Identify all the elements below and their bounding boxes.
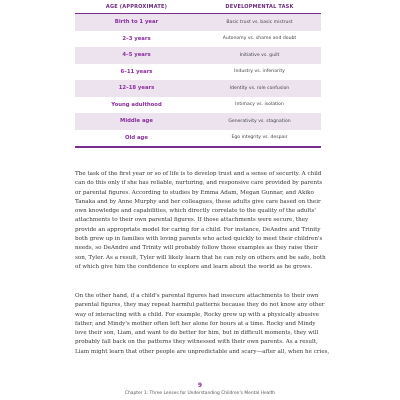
table-row — [75, 80, 321, 97]
table-row — [75, 130, 321, 147]
text-line: Liam might learn that other people are unpredictable and scary—after all, when he cries, — [75, 348, 330, 355]
text-line: both grew up in families with loving parents who acted quickly to meet their children's — [75, 236, 323, 243]
task-cell: Generativity vs. stagnation — [228, 118, 291, 124]
table-row — [75, 97, 321, 114]
age-cell: 2–3 years — [122, 35, 151, 42]
age-cell: Middle age — [120, 118, 153, 125]
age-cell: Young adulthood — [111, 101, 162, 108]
table-bottom-rule — [75, 146, 321, 148]
age-cell: 6–11 years — [120, 68, 153, 75]
text-line: provide an appropriate model for caring for a child. For instance, DeAndre and Trinity — [75, 226, 321, 233]
age-cell: Birth to 1 year — [114, 19, 159, 26]
text-line: love their son, Liam, and want to do better for him, but in difficult moments, they will — [75, 330, 319, 337]
header-age: AGE (APPROXIMATE) — [105, 3, 168, 10]
text-line: father, and Mindy's mother often left her alone for hours at a time. Rocky and Mindy — [75, 320, 316, 327]
task-cell: Identity vs. role confusion — [229, 85, 290, 91]
task-cell: Basic trust vs. basic mistrust — [226, 19, 293, 25]
age-cell: 12–18 years — [118, 85, 155, 92]
task-cell: Intimacy vs. isolation — [235, 102, 284, 108]
text-line: attachments to their own parental figures. If those attachments were secure, they — [75, 217, 309, 224]
text-line: On the other hand, if a child's parental figures had insecure attachments to their own — [75, 293, 319, 299]
running-footer: Chapter 1: Three Lenses for Understanding Children's Mental Health — [124, 391, 276, 396]
text-line: way of interacting with a child. For example, Rocky grew up with a physically abusive — [75, 311, 319, 318]
text-line: or parental figures. According to studies by Emma Adam, Megan Gunnar, and Akiko — [75, 189, 314, 196]
developmental-stages-table — [75, 0, 321, 148]
table-row — [75, 113, 321, 130]
task-cell: Industry vs. inferiority — [234, 69, 285, 75]
table-row — [75, 47, 321, 64]
text-line: The task of the first year or so of life is to develop trust and a sense of security. A child — [75, 171, 322, 177]
task-cell: Initiative vs. guilt — [239, 52, 280, 58]
text-line: probably fall back on the patterns they witnessed with their own parents. As a result, — [75, 339, 318, 346]
text-line: can do this only if she has reliable, nurturing, and responsive care provided by parents — [75, 180, 323, 187]
page-number: 9 — [197, 382, 203, 389]
age-cell: Old age — [125, 134, 148, 141]
text-line: Tanaka and by Anne Murphy and her colleagues, these adults give care based on their — [75, 198, 321, 205]
age-cell: 4–5 years — [122, 52, 151, 59]
text-line: needs, so DeAndre and Trinity will probably follow those examples as they raise their — [75, 245, 318, 252]
body-paragraph-1 — [75, 170, 327, 272]
task-cell: Ego integrity vs. despair — [231, 135, 288, 141]
text-line: of which give him the confidence to explore and learn about the world as he grows. — [75, 263, 313, 270]
text-line: parental figures, they may repeat harmful patterns because they do not know any other — [75, 302, 325, 309]
table-row — [75, 14, 321, 31]
task-cell: Autonomy vs. shame and doubt — [222, 36, 297, 42]
text-line: son, Tyler. As a result, Tyler will likely learn that he can rely on others and be safe, both — [75, 254, 326, 261]
table-header — [75, 0, 321, 14]
table-row — [75, 31, 321, 48]
text-line: own knowledge and capabilities, which directly correlate to the quality of the adults' — [75, 208, 316, 215]
table-row — [75, 64, 321, 81]
header-task: DEVELOPMENTAL TASK — [225, 3, 294, 10]
body-paragraph-2 — [75, 292, 330, 357]
